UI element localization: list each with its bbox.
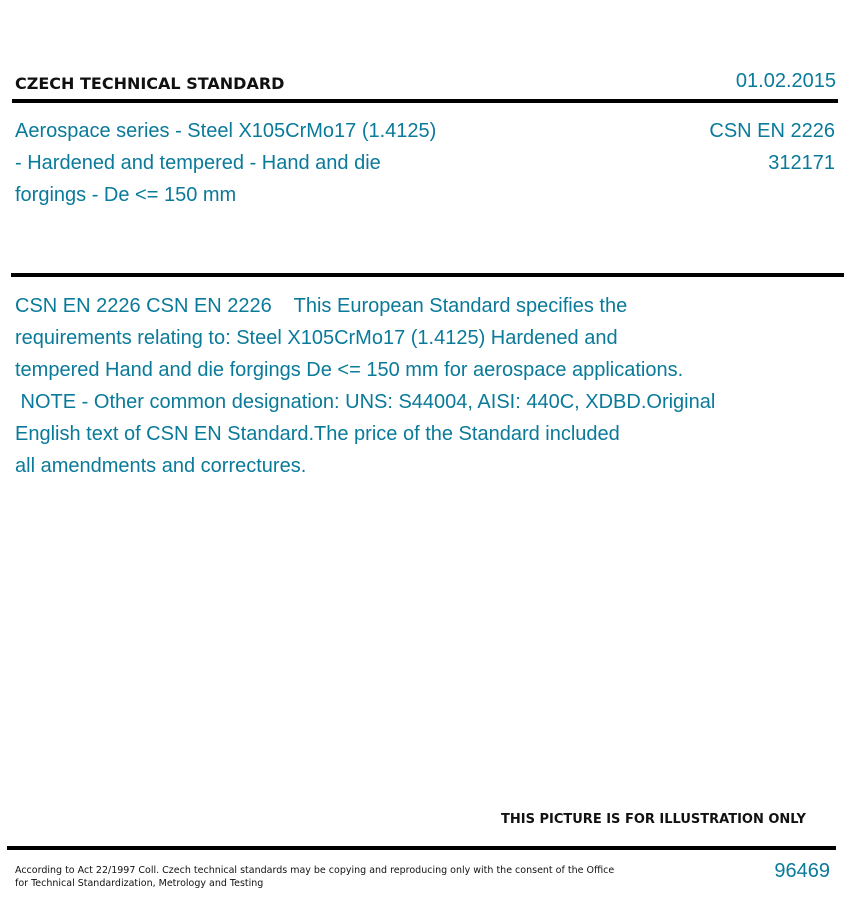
legal-note [15, 864, 615, 890]
footer-number: 96469 [774, 860, 830, 882]
description-line: tempered Hand and die forgings De <= 150 mm for aerospace applications. [15, 359, 684, 381]
divider-bottom [7, 846, 836, 850]
illustration-note: THIS PICTURE IS FOR ILLUSTRATION ONLY [501, 812, 806, 827]
divider-top [12, 99, 838, 103]
standard-title-line: - Hardened and tempered - Hand and die [15, 152, 381, 174]
description-line: all amendments and correctures. [15, 455, 307, 477]
standard-code: CSN EN 2226 [709, 120, 835, 142]
standard-number: 312171 [768, 152, 835, 174]
page-title: CZECH TECHNICAL STANDARD [15, 74, 285, 93]
standard-description [15, 290, 795, 482]
description-line: English text of CSN EN Standard.The price of the Standard included [15, 423, 620, 445]
standard-title [15, 115, 485, 211]
description-line: NOTE - Other common designation: UNS: S44004, AISI: 440C, XDBD.Original [15, 391, 716, 413]
standard-identifiers [709, 115, 835, 179]
legal-note-line: for Technical Standardization, Metrology and Testing [15, 878, 264, 889]
description-line: CSN EN 2226 CSN EN 2226 This European Standard specifies the [15, 295, 628, 317]
legal-note-line: According to Act 22/1997 Coll. Czech technical standards may be copying and reproducing only with the consent of the Office [15, 865, 615, 876]
standard-title-line: Aerospace series - Steel X105CrMo17 (1.4125) [15, 120, 437, 142]
publication-date: 01.02.2015 [735, 70, 836, 92]
standard-title-line: forgings - De <= 150 mm [15, 184, 237, 206]
divider-middle [11, 273, 844, 277]
description-line: requirements relating to: Steel X105CrMo17 (1.4125) Hardened and [15, 327, 618, 349]
